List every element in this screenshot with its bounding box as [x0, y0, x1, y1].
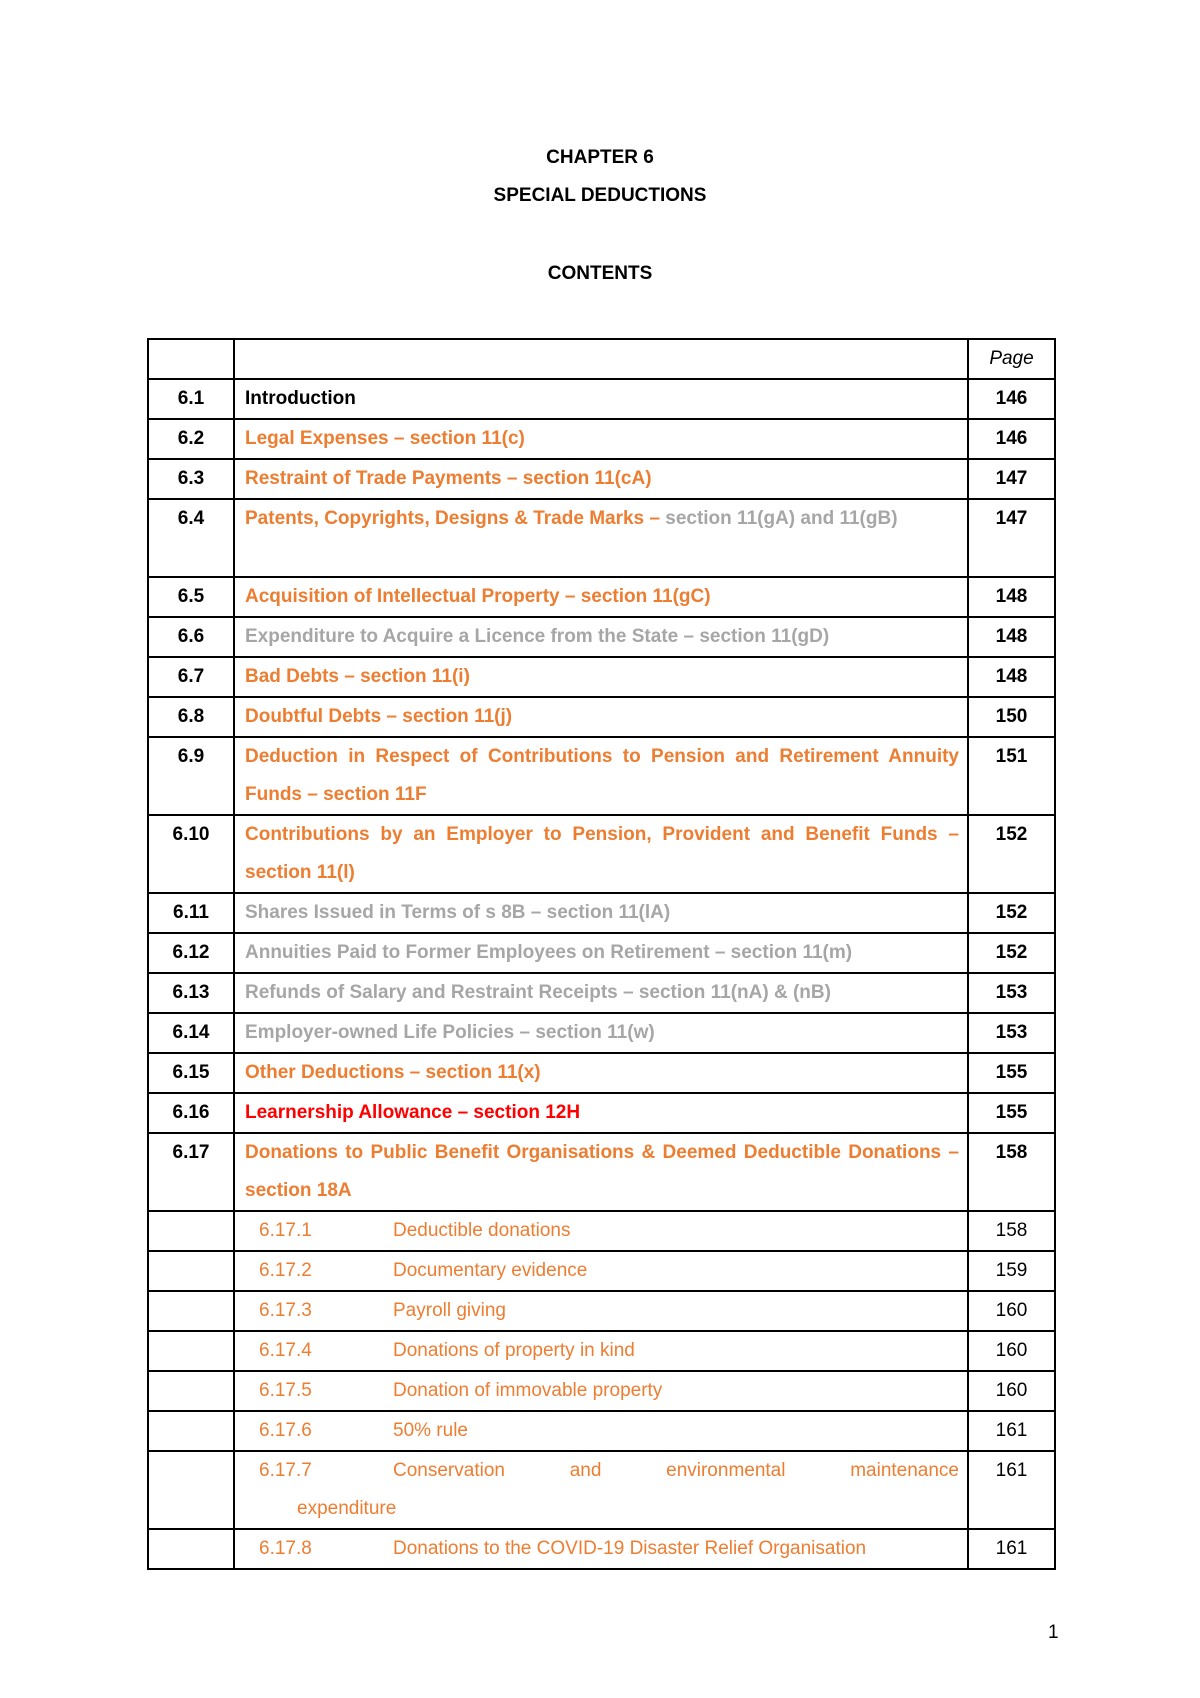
- section-page: 148: [968, 657, 1055, 697]
- section-title: Annuities Paid to Former Employees on Retirement – section 11(m): [234, 933, 968, 973]
- subsection-row: [148, 1211, 1055, 1251]
- section-page: 147: [968, 459, 1055, 499]
- subsection-word: environmental: [666, 1460, 786, 1481]
- section-page: 153: [968, 1013, 1055, 1053]
- subsection-text: Deductible donations: [393, 1220, 571, 1241]
- table-row: [148, 577, 1055, 617]
- section-number: 6.13: [148, 973, 234, 1013]
- section-page: 147: [968, 499, 1055, 577]
- section-title: Contributions by an Employer to Pension, Provident and Benefit Funds – section 11(l): [234, 815, 968, 893]
- section-page: 152: [968, 893, 1055, 933]
- table-row: [148, 1133, 1055, 1211]
- header-cell-title: [234, 339, 968, 379]
- chapter-label: CHAPTER 6: [546, 147, 654, 168]
- empty-cell: [148, 1371, 234, 1411]
- section-title: Employer-owned Life Policies – section 11(w): [234, 1013, 968, 1053]
- section-page: 155: [968, 1093, 1055, 1133]
- subsection-page: 161: [968, 1411, 1055, 1451]
- section-page: 148: [968, 577, 1055, 617]
- subsection-page: 160: [968, 1371, 1055, 1411]
- section-page: 146: [968, 419, 1055, 459]
- section-title: Restraint of Trade Payments – section 11(cA): [234, 459, 968, 499]
- subsection-number: 6.17.4: [259, 1340, 312, 1361]
- subsection-row: [148, 1451, 1055, 1529]
- section-title: Legal Expenses – section 11(c): [234, 419, 968, 459]
- section-number: 6.10: [148, 815, 234, 893]
- subsection-word: maintenance: [850, 1460, 959, 1481]
- section-number: 6.2: [148, 419, 234, 459]
- empty-cell: [148, 1451, 234, 1529]
- subsection-number: 6.17.6: [259, 1420, 312, 1441]
- subsection-number: 6.17.2: [259, 1260, 312, 1281]
- subsection-page: 159: [968, 1251, 1055, 1291]
- table-row: [148, 1053, 1055, 1093]
- subsection-number: 6.17.7: [259, 1460, 312, 1481]
- contents-table: [147, 338, 1056, 1570]
- section-title: Refunds of Salary and Restraint Receipts – section 11(nA) & (nB): [234, 973, 968, 1013]
- subsection-title: [234, 1251, 968, 1291]
- table-row: [148, 697, 1055, 737]
- section-number: 6.4: [148, 499, 234, 577]
- table-row: [148, 973, 1055, 1013]
- section-title-rest: section 11(gA) and 11(gB): [659, 508, 898, 529]
- subsection-title: [234, 1331, 968, 1371]
- table-row: [148, 419, 1055, 459]
- empty-cell: [148, 1211, 234, 1251]
- section-number: 6.7: [148, 657, 234, 697]
- section-page: 148: [968, 617, 1055, 657]
- page-number: 1: [1048, 1622, 1059, 1643]
- section-page: 153: [968, 973, 1055, 1013]
- section-title: Shares Issued in Terms of s 8B – section 11(lA): [234, 893, 968, 933]
- section-number: 6.9: [148, 737, 234, 815]
- subsection-number: 6.17.3: [259, 1300, 312, 1321]
- header-cell-page: Page: [968, 339, 1055, 379]
- subsection-text: Donations to the COVID-19 Disaster Relief Organisation: [393, 1538, 867, 1559]
- table-row: [148, 815, 1055, 893]
- subsection-title: [234, 1291, 968, 1331]
- subsection-row: [148, 1291, 1055, 1331]
- table-row: [148, 1013, 1055, 1053]
- table-row: [148, 1093, 1055, 1133]
- subsection-page: 160: [968, 1331, 1055, 1371]
- subsection-row: [148, 1331, 1055, 1371]
- subsection-title: [234, 1211, 968, 1251]
- table-header-row: [148, 339, 1055, 379]
- section-number: 6.1: [148, 379, 234, 419]
- section-number: 6.5: [148, 577, 234, 617]
- subsection-page: 158: [968, 1211, 1055, 1251]
- section-number: 6.8: [148, 697, 234, 737]
- empty-cell: [148, 1291, 234, 1331]
- table-row: [148, 933, 1055, 973]
- subsection-page: 160: [968, 1291, 1055, 1331]
- section-title-main: Patents, Copyrights, Designs & Trade Marks –: [245, 508, 660, 529]
- section-title: Doubtful Debts – section 11(j): [234, 697, 968, 737]
- empty-cell: [148, 1411, 234, 1451]
- section-page: 152: [968, 933, 1055, 973]
- subsection-text: Donation of immovable property: [393, 1380, 663, 1401]
- subsection-row: [148, 1411, 1055, 1451]
- subsection-page: 161: [968, 1529, 1055, 1569]
- section-title: Acquisition of Intellectual Property – section 11(gC): [234, 577, 968, 617]
- table-row: [148, 657, 1055, 697]
- section-title: Other Deductions – section 11(x): [234, 1053, 968, 1093]
- table-row: [148, 893, 1055, 933]
- table-row: [148, 459, 1055, 499]
- empty-cell: [148, 1529, 234, 1569]
- subsection-title: [234, 1371, 968, 1411]
- subsection-title: [234, 1529, 968, 1569]
- section-number: 6.6: [148, 617, 234, 657]
- subsection-title: [234, 1411, 968, 1451]
- section-number: 6.15: [148, 1053, 234, 1093]
- table-row: [148, 737, 1055, 815]
- section-number: 6.11: [148, 893, 234, 933]
- section-number: 6.17: [148, 1133, 234, 1211]
- section-page: 158: [968, 1133, 1055, 1211]
- contents-heading: CONTENTS: [547, 263, 653, 284]
- empty-cell: [148, 1251, 234, 1291]
- subsection-text: Payroll giving: [393, 1300, 506, 1321]
- table-row: [148, 499, 1055, 577]
- subsection-number: 6.17.1: [259, 1220, 312, 1241]
- section-page: 151: [968, 737, 1055, 815]
- section-number: 6.12: [148, 933, 234, 973]
- subsection-page: 161: [968, 1451, 1055, 1529]
- section-title: Deduction in Respect of Contributions to Pension and Retirement Annuity Funds – section 11F: [234, 737, 968, 815]
- section-page: 152: [968, 815, 1055, 893]
- subsection-row: [148, 1529, 1055, 1569]
- section-title: Introduction: [234, 379, 968, 419]
- subsection-word: Conservation: [393, 1460, 505, 1481]
- subsection-word: and: [569, 1460, 602, 1481]
- table-row: [148, 379, 1055, 419]
- section-page: 150: [968, 697, 1055, 737]
- subsection-row: [148, 1251, 1055, 1291]
- section-number: 6.16: [148, 1093, 234, 1133]
- section-title: Learnership Allowance – section 12H: [234, 1093, 968, 1133]
- section-title: [234, 499, 968, 577]
- section-number: 6.3: [148, 459, 234, 499]
- subsection-number: 6.17.5: [259, 1380, 312, 1401]
- section-page: 146: [968, 379, 1055, 419]
- section-title: Expenditure to Acquire a Licence from the State – section 11(gD): [234, 617, 968, 657]
- subsection-text: Donations of property in kind: [393, 1340, 635, 1361]
- chapter-title: SPECIAL DEDUCTIONS: [493, 185, 707, 206]
- header-cell-number: [148, 339, 234, 379]
- section-page: 155: [968, 1053, 1055, 1093]
- subsection-text: Documentary evidence: [393, 1260, 588, 1281]
- subsection-text-continued: expenditure: [297, 1498, 397, 1519]
- subsection-title: [234, 1451, 968, 1529]
- empty-cell: [148, 1331, 234, 1371]
- section-title: Donations to Public Benefit Organisations & Deemed Deductible Donations – section 18A: [234, 1133, 968, 1211]
- subsection-text: 50% rule: [393, 1420, 468, 1441]
- section-title: Bad Debts – section 11(i): [234, 657, 968, 697]
- subsection-number: 6.17.8: [259, 1538, 312, 1559]
- table-row: [148, 617, 1055, 657]
- section-number: 6.14: [148, 1013, 234, 1053]
- subsection-row: [148, 1371, 1055, 1411]
